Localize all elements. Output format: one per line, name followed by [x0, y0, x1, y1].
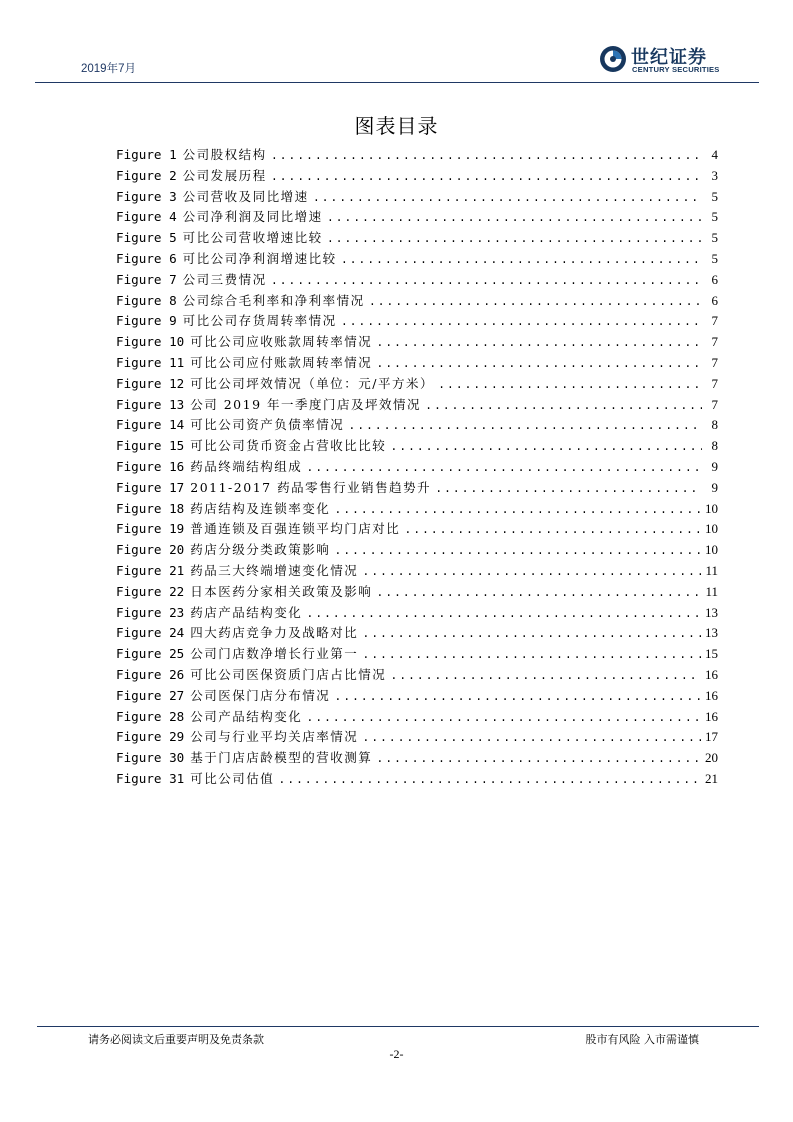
- toc-entry[interactable]: [116, 187, 718, 208]
- toc-entry-title: 可比公司应收账款周转率情况: [190, 334, 373, 350]
- toc-entry-page: 13: [705, 604, 718, 620]
- logo-english-name: CENTURY SECURITIES: [632, 65, 720, 74]
- toc-entry-label: Figure 9: [116, 313, 177, 329]
- toc-entry-page: 7: [711, 334, 718, 350]
- toc-entry-page: 5: [711, 230, 718, 246]
- toc-entry[interactable]: [116, 207, 718, 228]
- toc-entry-page: 21: [705, 770, 718, 786]
- toc-entry-label: Figure 18: [116, 500, 185, 516]
- toc-leader-dots: [376, 354, 702, 375]
- toc-leader-dots: [306, 604, 701, 625]
- footer-rule: [37, 1026, 759, 1027]
- toc-leader-dots: [390, 437, 702, 458]
- toc-entry[interactable]: [116, 415, 718, 436]
- toc-leader-dots: [362, 728, 701, 749]
- toc-entry-title: 2011-2017 药品零售行业销售趋势升: [190, 479, 432, 495]
- toc-entry[interactable]: [116, 707, 718, 728]
- toc-leader-dots: [327, 229, 702, 250]
- toc-leader-dots: [313, 188, 702, 209]
- toc-entry[interactable]: [116, 291, 718, 312]
- toc-leader-dots: [362, 624, 701, 645]
- toc-leader-dots: [435, 479, 702, 500]
- toc-entry-label: Figure 19: [116, 521, 185, 537]
- toc-leader-dots: [362, 562, 701, 583]
- toc-entry-label: Figure 26: [116, 666, 185, 682]
- toc-entry-page: 11: [705, 583, 718, 599]
- toc-entry-title: 可比公司净利润增速比较: [182, 250, 337, 266]
- toc-entry-page: 9: [711, 458, 718, 474]
- footer-disclaimer: 请务必阅读文后重要声明及免责条款: [88, 1033, 264, 1046]
- toc-entry[interactable]: [116, 623, 718, 644]
- toc-entry[interactable]: [116, 311, 718, 332]
- toc-entry-label: Figure 29: [116, 729, 185, 745]
- toc-entry-label: Figure 25: [116, 646, 185, 662]
- toc-entry-title: 公司门店数净增长行业第一: [190, 646, 359, 662]
- toc-entry[interactable]: [116, 727, 718, 748]
- toc-entry-title: 可比公司存货周转率情况: [182, 313, 337, 329]
- toc-entry[interactable]: [116, 519, 718, 540]
- toc-entry-label: Figure 12: [116, 375, 185, 391]
- toc-entry[interactable]: [116, 395, 718, 416]
- toc-entry-title: 药品三大终端增速变化情况: [190, 562, 359, 578]
- toc-entry-label: Figure 13: [116, 396, 185, 412]
- toc-entry[interactable]: [116, 665, 718, 686]
- toc-entry-label: Figure 23: [116, 604, 185, 620]
- toc-entry-label: Figure 27: [116, 687, 185, 703]
- toc-entry-title: 药店结构及连锁率变化: [190, 500, 331, 516]
- logo-chinese-name: 世纪证券: [631, 47, 707, 68]
- toc-entry-page: 13: [705, 625, 718, 641]
- toc-entry-label: Figure 31: [116, 770, 185, 786]
- toc-entry-title: 药店分级分类政策影响: [190, 542, 331, 558]
- toc-entry-label: Figure 30: [116, 750, 185, 766]
- toc-entry-title: 公司发展历程: [182, 167, 267, 183]
- toc-entry[interactable]: [116, 374, 718, 395]
- toc-entry[interactable]: [116, 561, 718, 582]
- toc-entry[interactable]: [116, 166, 718, 187]
- toc-entry-title: 药品终端结构组成: [190, 458, 303, 474]
- toc-entry-title: 公司三费情况: [182, 271, 267, 287]
- toc-entry-title: 可比公司估值: [190, 770, 275, 786]
- toc-leader-dots: [306, 708, 701, 729]
- figure-table-of-contents: [116, 145, 718, 790]
- toc-entry[interactable]: [116, 353, 718, 374]
- toc-entry-page: 15: [705, 646, 718, 662]
- toc-entry-page: 7: [711, 375, 718, 391]
- toc-entry-page: 8: [711, 438, 718, 454]
- toc-entry-label: Figure 11: [116, 354, 185, 370]
- toc-leader-dots: [348, 416, 702, 437]
- toc-entry-title: 四大药店竞争力及战略对比: [190, 625, 359, 641]
- toc-entry-title: 公司综合毛利率和净利率情况: [182, 292, 365, 308]
- toc-entry-page: 7: [711, 354, 718, 370]
- toc-entry-page: 16: [705, 666, 718, 682]
- toc-entry-page: 11: [705, 562, 718, 578]
- toc-entry-label: Figure 22: [116, 583, 185, 599]
- toc-entry[interactable]: [116, 769, 718, 790]
- toc-leader-dots: [271, 271, 702, 292]
- toc-entry-page: 3: [711, 167, 718, 183]
- toc-entry[interactable]: [116, 436, 718, 457]
- toc-entry-page: 5: [711, 209, 718, 225]
- toc-entry-page: 16: [705, 687, 718, 703]
- toc-leader-dots: [404, 520, 701, 541]
- toc-entry-title: 可比公司医保资质门店占比情况: [190, 666, 387, 682]
- toc-entry[interactable]: [116, 145, 718, 166]
- toc-entry[interactable]: [116, 540, 718, 561]
- toc-entry-page: 7: [711, 396, 718, 412]
- toc-entry-page: 10: [705, 500, 718, 516]
- toc-entry[interactable]: [116, 270, 718, 291]
- toc-entry-title: 普通连锁及百强连锁平均门店对比: [190, 521, 401, 537]
- toc-entry-page: 7: [711, 313, 718, 329]
- toc-entry-page: 6: [711, 292, 718, 308]
- toc-leader-dots: [334, 500, 701, 521]
- toc-entry-label: Figure 3: [116, 188, 177, 204]
- toc-entry-page: 9: [711, 479, 718, 495]
- toc-entry-page: 10: [705, 542, 718, 558]
- toc-entry[interactable]: [116, 457, 718, 478]
- toc-entry[interactable]: [116, 582, 718, 603]
- toc-entry[interactable]: [116, 228, 718, 249]
- toc-leader-dots: [271, 167, 702, 188]
- toc-entry-title: 公司净利润及同比增速: [182, 209, 323, 225]
- toc-leader-dots: [362, 645, 701, 666]
- toc-leader-dots: [376, 749, 701, 770]
- toc-leader-dots: [369, 292, 702, 313]
- toc-entry-label: Figure 20: [116, 542, 185, 558]
- toc-entry-label: Figure 1: [116, 147, 177, 162]
- toc-entry[interactable]: [116, 603, 718, 624]
- toc-leader-dots: [306, 458, 702, 479]
- toc-leader-dots: [341, 250, 702, 271]
- toc-entry-page: 8: [711, 417, 718, 433]
- header-rule: [35, 82, 759, 83]
- toc-leader-dots: [271, 146, 702, 167]
- toc-entry-label: Figure 8: [116, 292, 177, 308]
- toc-entry-label: Figure 28: [116, 708, 185, 724]
- toc-entry-page: 5: [711, 250, 718, 266]
- toc-entry-label: Figure 6: [116, 250, 177, 266]
- toc-entry-label: Figure 21: [116, 562, 185, 578]
- toc-entry-page: 16: [705, 708, 718, 724]
- toc-entry-label: Figure 14: [116, 417, 185, 433]
- toc-entry-page: 17: [705, 729, 718, 745]
- toc-entry[interactable]: [116, 686, 718, 707]
- toc-entry-label: Figure 10: [116, 334, 185, 350]
- toc-entry-page: 6: [711, 271, 718, 287]
- toc-entry-title: 公司营收及同比增速: [182, 188, 309, 204]
- toc-entry-label: Figure 4: [116, 209, 177, 225]
- toc-leader-dots: [334, 541, 701, 562]
- toc-entry-label: Figure 24: [116, 625, 185, 641]
- toc-entry-title: 可比公司货币资金占营收比比较: [190, 438, 387, 454]
- toc-leader-dots: [341, 312, 702, 333]
- toc-entry[interactable]: [116, 499, 718, 520]
- toc-entry[interactable]: [116, 748, 718, 769]
- toc-entry-title: 公司产品结构变化: [190, 708, 303, 724]
- toc-entry-title: 可比公司坪效情况（单位：元/平方米）: [190, 375, 434, 391]
- toc-entry-label: Figure 15: [116, 438, 185, 454]
- toc-leader-dots: [438, 375, 702, 396]
- footer-risk-notice: 股市有风险 入市需谨慎: [585, 1033, 699, 1046]
- toc-leader-dots: [278, 770, 701, 791]
- toc-entry-page: 10: [705, 521, 718, 537]
- toc-entry[interactable]: [116, 249, 718, 270]
- toc-title: 图表目录: [354, 114, 439, 138]
- toc-entry-title: 公司医保门店分布情况: [190, 687, 331, 703]
- toc-entry-label: Figure 17: [116, 479, 185, 495]
- toc-entry-title: 日本医药分家相关政策及影响: [190, 583, 373, 599]
- toc-entry-title: 可比公司资产负债率情况: [190, 417, 345, 433]
- logo-mark-icon: [599, 45, 627, 73]
- toc-entry-title: 药店产品结构变化: [190, 604, 303, 620]
- toc-leader-dots: [390, 666, 701, 687]
- toc-leader-dots: [327, 208, 702, 229]
- toc-entry-title: 基于门店店龄模型的营收测算: [190, 750, 373, 766]
- toc-entry-page: 5: [711, 188, 718, 204]
- toc-entry[interactable]: [116, 478, 718, 499]
- toc-entry-title: 可比公司营收增速比较: [182, 230, 323, 246]
- toc-leader-dots: [425, 396, 702, 417]
- toc-leader-dots: [376, 333, 702, 354]
- page-number: -2-: [389, 1047, 404, 1061]
- toc-entry-page: 20: [705, 750, 718, 766]
- toc-entry-label: Figure 16: [116, 458, 185, 474]
- toc-entry-label: Figure 7: [116, 271, 177, 287]
- toc-entry[interactable]: [116, 332, 718, 353]
- century-securities-logo: [599, 43, 729, 77]
- toc-entry-title: 公司 2019 年一季度门店及坪效情况: [190, 396, 422, 412]
- toc-leader-dots: [376, 583, 701, 604]
- report-date: 2019年7月: [81, 63, 136, 75]
- toc-leader-dots: [334, 687, 701, 708]
- toc-entry-title: 公司股权结构: [182, 147, 267, 162]
- toc-entry-label: Figure 5: [116, 230, 177, 246]
- toc-entry-title: 可比公司应付账款周转率情况: [190, 354, 373, 370]
- toc-entry-label: Figure 2: [116, 167, 177, 183]
- toc-entry-title: 公司与行业平均关店率情况: [190, 729, 359, 745]
- toc-entry-page: 4: [711, 147, 718, 162]
- toc-entry[interactable]: [116, 644, 718, 665]
